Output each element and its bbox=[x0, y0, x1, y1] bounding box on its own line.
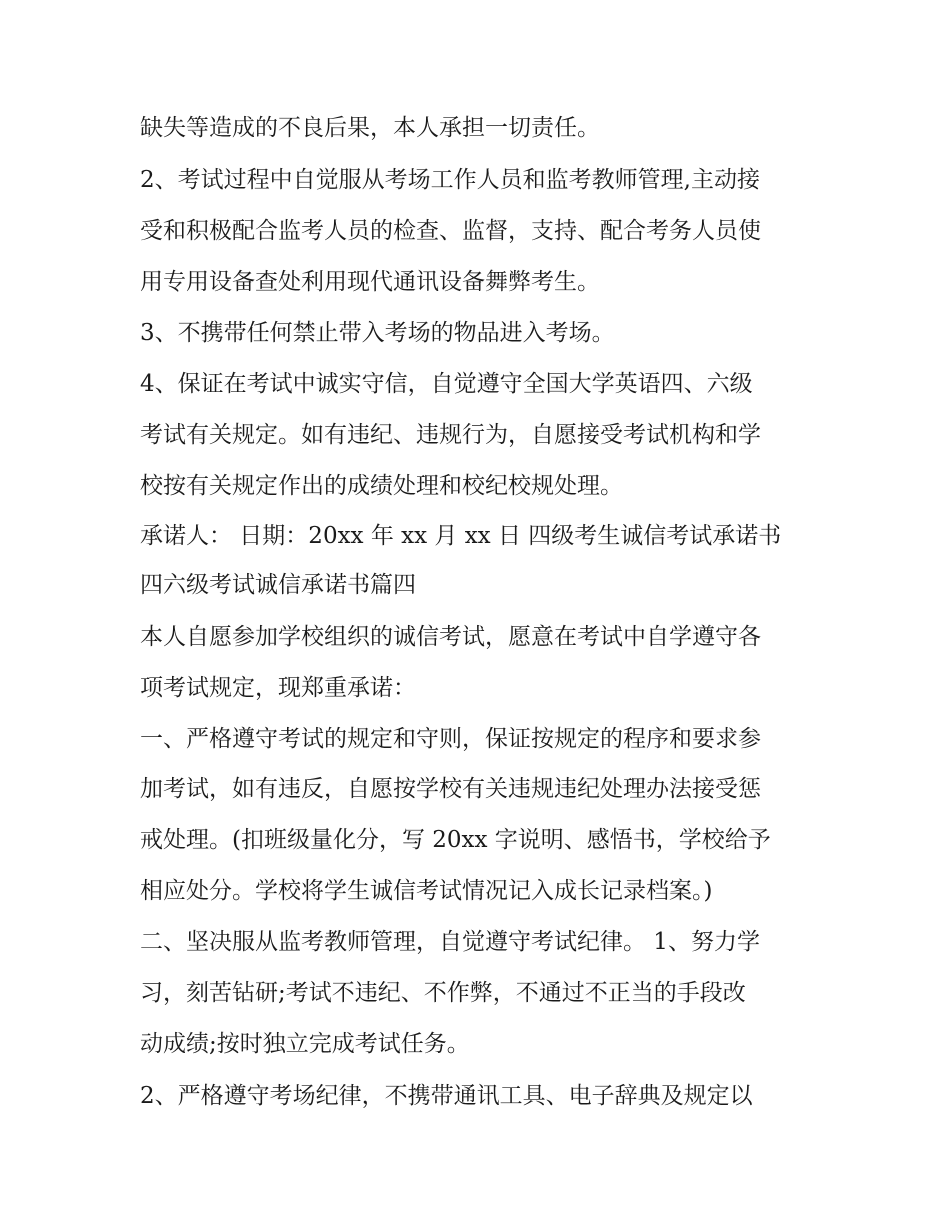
text-line: 4、保证在考试中诚实守信，自觉遵守全国大学英语四、六级 bbox=[140, 371, 753, 397]
text-line: 校按有关规定作出的成绩处理和校纪校规处理。 bbox=[140, 473, 623, 499]
text-line: 3、不携带任何禁止带入考场的物品进入考场。 bbox=[140, 320, 615, 346]
text-line: 相应处分。学校将学生诚信考试情况记入成长记录档案。) bbox=[140, 878, 713, 904]
text-line: 一、严格遵守考试的规定和守则，保证按规定的程序和要求参 bbox=[140, 726, 761, 752]
text-line: 四六级考试诚信承诺书篇四 bbox=[140, 572, 416, 598]
text-line: 2、考试过程中自觉服从考场工作人员和监考教师管理,主动接 bbox=[140, 167, 760, 193]
text-line: 受和积极配合监考人员的检查、监督，支持、配合考务人员使 bbox=[140, 218, 761, 244]
text-line: 项考试规定，现郑重承诺： bbox=[140, 675, 416, 701]
text-line: 承诺人： 日期：20xx 年 xx 月 xx 日 四级考生诚信考试承诺书 bbox=[140, 523, 782, 549]
text-line: 缺失等造成的不良后果，本人承担一切责任。 bbox=[140, 115, 600, 141]
text-line: 本人自愿参加学校组织的诚信考试，愿意在考试中自学遵守各 bbox=[140, 624, 761, 650]
text-line: 用专用设备查处利用现代通讯设备舞弊考生。 bbox=[140, 269, 600, 295]
text-line: 习，刻苦钻研;考试不违纪、不作弊，不通过不正当的手段改 bbox=[140, 980, 746, 1006]
text-line: 加考试，如有违反，自愿按学校有关违规违纪处理办法接受惩 bbox=[140, 776, 761, 802]
text-line: 动成绩;按时独立完成考试任务。 bbox=[140, 1031, 470, 1057]
text-line: 戒处理。(扣班级量化分，写 20xx 字说明、感悟书，学校给予 bbox=[140, 827, 771, 853]
text-line: 二、坚决服从监考教师管理，自觉遵守考试纪律。 1、努力学 bbox=[140, 929, 760, 955]
text-line: 2、严格遵守考场纪律，不携带通讯工具、电子辞典及规定以 bbox=[140, 1083, 753, 1109]
text-line: 考试有关规定。如有违纪、违规行为，自愿接受考试机构和学 bbox=[140, 422, 761, 448]
